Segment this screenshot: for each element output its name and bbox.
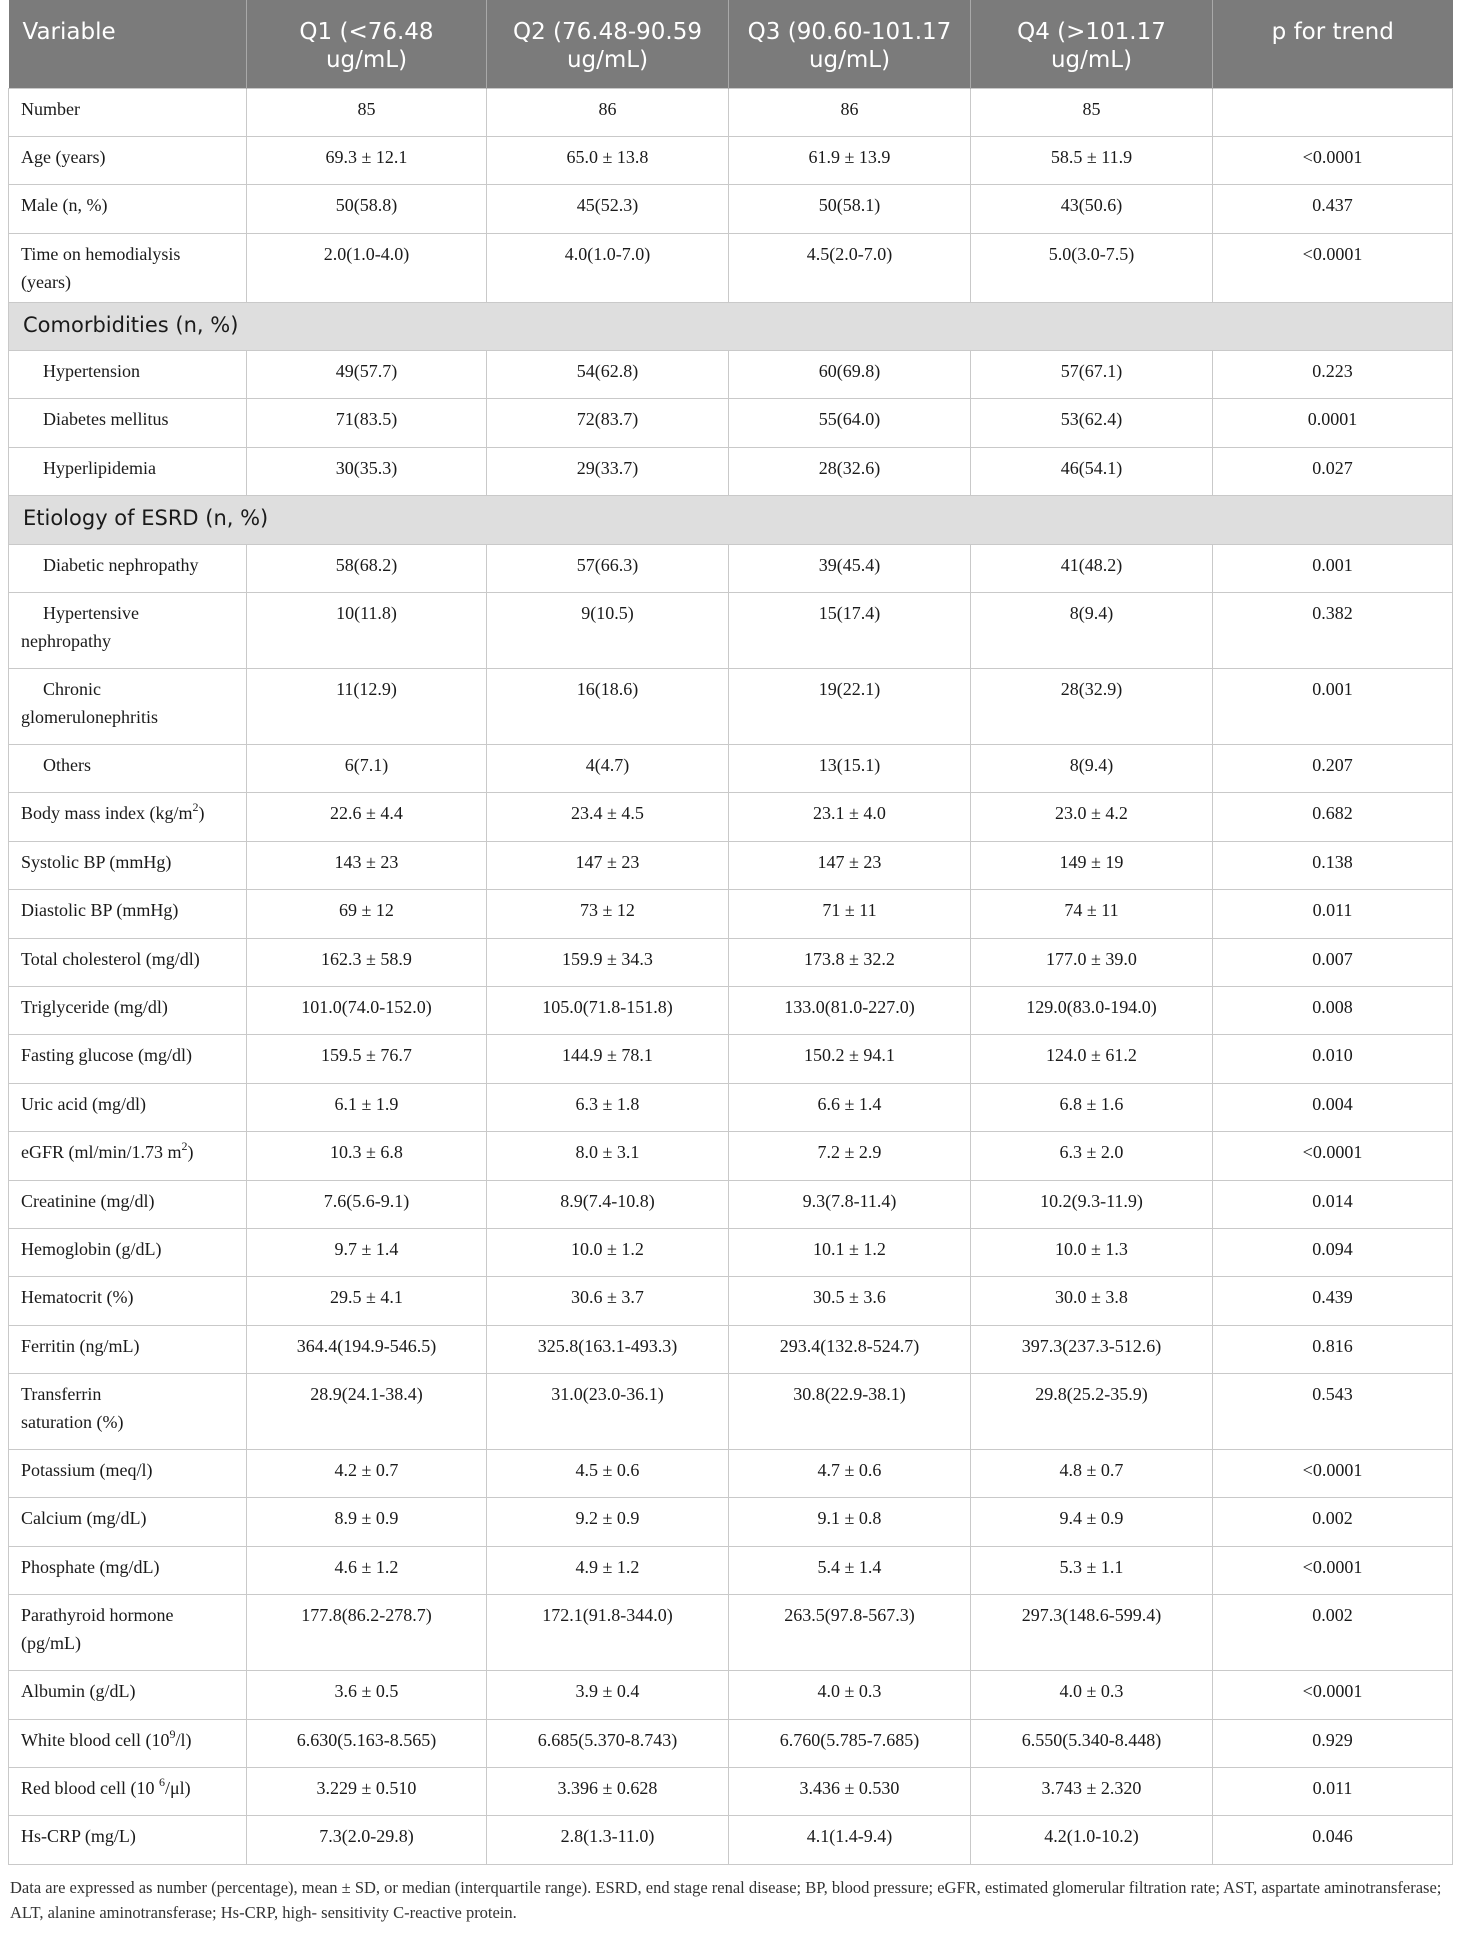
cell-p-value: 0.014	[1213, 1180, 1453, 1228]
baseline-characteristics-table	[8, 0, 1453, 1865]
row-label-suffix: /l)	[175, 1729, 192, 1750]
cell-q4: 6.3 ± 2.0	[971, 1132, 1213, 1180]
row-label-text: Creatinine (mg/dl)	[21, 1190, 155, 1211]
cell-q1: 159.5 ± 76.7	[247, 1035, 487, 1083]
cell-q1: 7.3(2.0-29.8)	[247, 1816, 487, 1864]
table-footnote: Data are expressed as number (percentage), mean ± SD, or median (interquartile range). ESRD, end stage renal disease; BP, blood pressure; eGFR, estimated glomerular filtration rate; AST, aspartate aminotransferase; ALT, alanine aminotransferase; Hs-CRP, high- sensitivity C-reactive protein.	[10, 1877, 1442, 1922]
cell-q2: 144.9 ± 78.1	[487, 1035, 729, 1083]
table-row	[9, 351, 1453, 399]
cell-q1: 10(11.8)	[247, 593, 487, 669]
row-label-text: Male (n, %)	[21, 195, 108, 216]
cell-q1: 2.0(1.0-4.0)	[247, 233, 487, 302]
row-label	[9, 1498, 247, 1546]
cell-q2: 86	[487, 88, 729, 136]
section-title: Etiology of ESRD (n, %)	[9, 496, 1453, 544]
cell-q4: 85	[971, 88, 1213, 136]
row-label-text: Diabetic nephropathy	[43, 554, 199, 575]
cell-q2: 73 ± 12	[487, 890, 729, 938]
table-row	[9, 1595, 1453, 1671]
cell-q2: 6.3 ± 1.8	[487, 1083, 729, 1131]
row-label-text: White blood cell (10	[21, 1729, 170, 1750]
row-label-line2: saturation (%)	[21, 1412, 124, 1433]
cell-q4: 6.8 ± 1.6	[971, 1083, 1213, 1131]
row-label-text: Triglyceride (mg/dl)	[21, 996, 168, 1017]
cell-q3: 60(69.8)	[729, 351, 971, 399]
row-label-suffix: /μl)	[164, 1778, 191, 1799]
cell-q1: 9.7 ± 1.4	[247, 1228, 487, 1276]
cell-p-value: <0.0001	[1213, 1671, 1453, 1719]
header-q2: Q2 (76.48-90.59 ug/mL)	[487, 0, 729, 88]
cell-q4: 9.4 ± 0.9	[971, 1498, 1213, 1546]
cell-q1: 22.6 ± 4.4	[247, 793, 487, 841]
table-row	[9, 986, 1453, 1034]
cell-q4: 149 ± 19	[971, 841, 1213, 889]
cell-p-value: 0.046	[1213, 1816, 1453, 1864]
cell-p-value: <0.0001	[1213, 1546, 1453, 1594]
table-row	[9, 544, 1453, 592]
row-label-line1: Chronic	[43, 679, 101, 700]
row-label	[9, 1595, 247, 1671]
row-label-text: Uric acid (mg/dl)	[21, 1093, 146, 1114]
row-label	[9, 351, 247, 399]
cell-q4: 10.2(9.3-11.9)	[971, 1180, 1213, 1228]
cell-q1: 364.4(194.9-546.5)	[247, 1325, 487, 1373]
cell-q4: 5.3 ± 1.1	[971, 1546, 1213, 1594]
cell-q1: 8.9 ± 0.9	[247, 1498, 487, 1546]
cell-q3: 293.4(132.8-524.7)	[729, 1325, 971, 1373]
cell-q4: 58.5 ± 11.9	[971, 136, 1213, 184]
table-body	[9, 88, 1453, 1864]
cell-q3: 10.1 ± 1.2	[729, 1228, 971, 1276]
row-label	[9, 1768, 247, 1816]
cell-q3: 9.1 ± 0.8	[729, 1498, 971, 1546]
cell-q4: 3.743 ± 2.320	[971, 1768, 1213, 1816]
cell-q2: 4.0(1.0-7.0)	[487, 233, 729, 302]
cell-q1: 30(35.3)	[247, 447, 487, 495]
cell-q3: 5.4 ± 1.4	[729, 1546, 971, 1594]
cell-q3: 4.5(2.0-7.0)	[729, 233, 971, 302]
row-label-text: Time on hemodialysis (years)	[21, 243, 181, 292]
cell-q3: 28(32.6)	[729, 447, 971, 495]
cell-q2: 172.1(91.8-344.0)	[487, 1595, 729, 1671]
table-row	[9, 1083, 1453, 1131]
header-q3: Q3 (90.60-101.17 ug/mL)	[729, 0, 971, 88]
cell-q2: 65.0 ± 13.8	[487, 136, 729, 184]
cell-q4: 4.8 ± 0.7	[971, 1450, 1213, 1498]
row-label-superscript: 2	[181, 1139, 188, 1154]
cell-p-value: 0.437	[1213, 185, 1453, 233]
row-label	[9, 1450, 247, 1498]
header-variable: Variable	[9, 0, 247, 88]
cell-q4: 41(48.2)	[971, 544, 1213, 592]
cell-q2: 8.9(7.4-10.8)	[487, 1180, 729, 1228]
row-label-text: Hemoglobin (g/dL)	[21, 1238, 162, 1259]
row-label-text: Albumin (g/dL)	[21, 1681, 136, 1702]
cell-p-value: 0.010	[1213, 1035, 1453, 1083]
cell-q3: 71 ± 11	[729, 890, 971, 938]
cell-q2: 2.8(1.3-11.0)	[487, 1816, 729, 1864]
row-label	[9, 1374, 247, 1450]
cell-q2: 57(66.3)	[487, 544, 729, 592]
cell-q2: 31.0(23.0-36.1)	[487, 1374, 729, 1450]
cell-p-value: 0.011	[1213, 890, 1453, 938]
cell-p-value: 0.007	[1213, 938, 1453, 986]
cell-q3: 263.5(97.8-567.3)	[729, 1595, 971, 1671]
cell-q3: 6.760(5.785-7.685)	[729, 1719, 971, 1767]
cell-q2: 30.6 ± 3.7	[487, 1277, 729, 1325]
row-label-text: Total cholesterol (mg/dl)	[21, 948, 200, 969]
cell-q4: 8(9.4)	[971, 745, 1213, 793]
row-label	[9, 1816, 247, 1864]
cell-q1: 4.2 ± 0.7	[247, 1450, 487, 1498]
row-label	[9, 793, 247, 841]
cell-q1: 4.6 ± 1.2	[247, 1546, 487, 1594]
cell-p-value: 0.002	[1213, 1595, 1453, 1671]
cell-q4: 43(50.6)	[971, 185, 1213, 233]
cell-q1: 162.3 ± 58.9	[247, 938, 487, 986]
cell-q3: 6.6 ± 1.4	[729, 1083, 971, 1131]
cell-q1: 6.630(5.163-8.565)	[247, 1719, 487, 1767]
table-row	[9, 399, 1453, 447]
row-label	[9, 841, 247, 889]
row-label-superscript: 2	[192, 800, 199, 815]
table-row	[9, 233, 1453, 302]
table-row	[9, 745, 1453, 793]
row-label	[9, 890, 247, 938]
cell-p-value: 0.0001	[1213, 399, 1453, 447]
cell-q3: 7.2 ± 2.9	[729, 1132, 971, 1180]
cell-p-value: 0.816	[1213, 1325, 1453, 1373]
cell-q4: 30.0 ± 3.8	[971, 1277, 1213, 1325]
cell-q2: 325.8(163.1-493.3)	[487, 1325, 729, 1373]
row-label	[9, 233, 247, 302]
table-row	[9, 1325, 1453, 1373]
cell-q3: 30.5 ± 3.6	[729, 1277, 971, 1325]
cell-q3: 15(17.4)	[729, 593, 971, 669]
row-label-line1: Hypertensive	[43, 603, 139, 624]
table-row	[9, 841, 1453, 889]
cell-q2: 6.685(5.370-8.743)	[487, 1719, 729, 1767]
cell-q1: 69 ± 12	[247, 890, 487, 938]
table-row	[9, 1816, 1453, 1864]
row-label-superscript: 6	[158, 1775, 165, 1790]
section-header-row	[9, 302, 1453, 350]
row-label-text: Hs-CRP (mg/L)	[21, 1826, 136, 1847]
table-row	[9, 1180, 1453, 1228]
header-q1: Q1 (<76.48 ug/mL)	[247, 0, 487, 88]
cell-q2: 4.9 ± 1.2	[487, 1546, 729, 1594]
row-label-text: Hematocrit (%)	[21, 1287, 134, 1308]
cell-q4: 74 ± 11	[971, 890, 1213, 938]
row-label-text: Systolic BP (mmHg)	[21, 851, 172, 872]
table-row	[9, 136, 1453, 184]
cell-q2: 23.4 ± 4.5	[487, 793, 729, 841]
cell-q3: 19(22.1)	[729, 669, 971, 745]
table-row	[9, 1450, 1453, 1498]
row-label	[9, 1083, 247, 1131]
cell-p-value: 0.138	[1213, 841, 1453, 889]
cell-p-value: <0.0001	[1213, 1450, 1453, 1498]
cell-q1: 177.8(86.2-278.7)	[247, 1595, 487, 1671]
row-label-text: Fasting glucose (mg/dl)	[21, 1045, 192, 1066]
cell-p-value: 0.008	[1213, 986, 1453, 1034]
table-row	[9, 890, 1453, 938]
cell-q2: 9.2 ± 0.9	[487, 1498, 729, 1546]
cell-p-value: 0.223	[1213, 351, 1453, 399]
row-label-line2: nephropathy	[21, 631, 111, 652]
cell-q2: 147 ± 23	[487, 841, 729, 889]
cell-q2: 72(83.7)	[487, 399, 729, 447]
cell-q4: 5.0(3.0-7.5)	[971, 233, 1213, 302]
cell-q2: 16(18.6)	[487, 669, 729, 745]
row-label-text: Diabetes mellitus	[43, 409, 169, 430]
cell-p-value: 0.004	[1213, 1083, 1453, 1131]
cell-q2: 3.9 ± 0.4	[487, 1671, 729, 1719]
table-row	[9, 1277, 1453, 1325]
table-row	[9, 593, 1453, 669]
row-label-line1: Transferrin	[21, 1384, 102, 1405]
cell-q4: 46(54.1)	[971, 447, 1213, 495]
baseline-characteristics-table-container	[8, 0, 1452, 1925]
row-label-line1: Parathyroid hormone	[21, 1605, 174, 1626]
cell-p-value: 0.439	[1213, 1277, 1453, 1325]
row-label-text: Age (years)	[21, 146, 106, 167]
row-label	[9, 1671, 247, 1719]
cell-q3: 9.3(7.8-11.4)	[729, 1180, 971, 1228]
cell-q4: 53(62.4)	[971, 399, 1213, 447]
cell-p-value: 0.682	[1213, 793, 1453, 841]
cell-p-value: 0.011	[1213, 1768, 1453, 1816]
cell-q1: 3.6 ± 0.5	[247, 1671, 487, 1719]
cell-q3: 61.9 ± 13.9	[729, 136, 971, 184]
table-row	[9, 185, 1453, 233]
cell-q1: 7.6(5.6-9.1)	[247, 1180, 487, 1228]
row-label	[9, 986, 247, 1034]
cell-q3: 30.8(22.9-38.1)	[729, 1374, 971, 1450]
row-label-text: Others	[43, 755, 91, 776]
cell-p-value	[1213, 88, 1453, 136]
cell-q1: 10.3 ± 6.8	[247, 1132, 487, 1180]
cell-q2: 9(10.5)	[487, 593, 729, 669]
row-label-text: Potassium (meq/l)	[21, 1460, 153, 1481]
cell-q4: 23.0 ± 4.2	[971, 793, 1213, 841]
row-label-text: Number	[21, 98, 80, 119]
cell-q2: 45(52.3)	[487, 185, 729, 233]
header-q4: Q4 (>101.17 ug/mL)	[971, 0, 1213, 88]
cell-q2: 4(4.7)	[487, 745, 729, 793]
cell-q3: 147 ± 23	[729, 841, 971, 889]
cell-q4: 4.0 ± 0.3	[971, 1671, 1213, 1719]
table-row	[9, 1671, 1453, 1719]
row-label	[9, 88, 247, 136]
cell-p-value: 0.207	[1213, 745, 1453, 793]
cell-q4: 397.3(237.3-512.6)	[971, 1325, 1213, 1373]
table-row	[9, 88, 1453, 136]
row-label-line2: (pg/mL)	[21, 1633, 81, 1654]
header-p-for-trend: p for trend	[1213, 0, 1453, 88]
cell-q3: 4.7 ± 0.6	[729, 1450, 971, 1498]
section-header-row	[9, 496, 1453, 544]
cell-p-value: 0.027	[1213, 447, 1453, 495]
cell-q3: 4.1(1.4-9.4)	[729, 1816, 971, 1864]
cell-q1: 6.1 ± 1.9	[247, 1083, 487, 1131]
cell-q1: 28.9(24.1-38.4)	[247, 1374, 487, 1450]
cell-q3: 86	[729, 88, 971, 136]
cell-q2: 4.5 ± 0.6	[487, 1450, 729, 1498]
cell-q2: 10.0 ± 1.2	[487, 1228, 729, 1276]
cell-q4: 4.2(1.0-10.2)	[971, 1816, 1213, 1864]
cell-q1: 3.229 ± 0.510	[247, 1768, 487, 1816]
cell-q2: 29(33.7)	[487, 447, 729, 495]
cell-q4: 10.0 ± 1.3	[971, 1228, 1213, 1276]
row-label	[9, 1325, 247, 1373]
cell-q1: 49(57.7)	[247, 351, 487, 399]
cell-q1: 29.5 ± 4.1	[247, 1277, 487, 1325]
cell-q4: 129.0(83.0-194.0)	[971, 986, 1213, 1034]
row-label-text: Hypertension	[43, 361, 140, 382]
cell-q1: 143 ± 23	[247, 841, 487, 889]
cell-p-value: 0.382	[1213, 593, 1453, 669]
row-label-superscript: 9	[169, 1726, 176, 1741]
cell-q1: 85	[247, 88, 487, 136]
cell-q1: 6(7.1)	[247, 745, 487, 793]
cell-q3: 133.0(81.0-227.0)	[729, 986, 971, 1034]
row-label	[9, 1546, 247, 1594]
row-label-text: Diastolic BP (mmHg)	[21, 900, 179, 921]
row-label	[9, 938, 247, 986]
cell-q1: 101.0(74.0-152.0)	[247, 986, 487, 1034]
cell-q1: 50(58.8)	[247, 185, 487, 233]
row-label-suffix: )	[198, 803, 205, 824]
cell-q4: 297.3(148.6-599.4)	[971, 1595, 1213, 1671]
cell-p-value: 0.929	[1213, 1719, 1453, 1767]
cell-q3: 55(64.0)	[729, 399, 971, 447]
row-label-text: Hyperlipidemia	[43, 457, 156, 478]
row-label-text: Body mass index (kg/m	[21, 803, 193, 824]
cell-q3: 50(58.1)	[729, 185, 971, 233]
row-label	[9, 669, 247, 745]
table-row	[9, 447, 1453, 495]
row-label	[9, 1719, 247, 1767]
cell-q3: 39(45.4)	[729, 544, 971, 592]
row-label	[9, 185, 247, 233]
row-label-text: Calcium (mg/dL)	[21, 1508, 147, 1529]
cell-q3: 150.2 ± 94.1	[729, 1035, 971, 1083]
table-row	[9, 1132, 1453, 1180]
cell-q2: 159.9 ± 34.3	[487, 938, 729, 986]
section-title: Comorbidities (n, %)	[9, 302, 1453, 350]
row-label	[9, 1180, 247, 1228]
row-label-line2: glomerulonephritis	[21, 707, 158, 728]
row-label-text: Ferritin (ng/mL)	[21, 1335, 140, 1356]
cell-q3: 173.8 ± 32.2	[729, 938, 971, 986]
table-row	[9, 1035, 1453, 1083]
table-row	[9, 1374, 1453, 1450]
cell-q3: 13(15.1)	[729, 745, 971, 793]
table-row	[9, 938, 1453, 986]
cell-q2: 8.0 ± 3.1	[487, 1132, 729, 1180]
table-row	[9, 1768, 1453, 1816]
cell-q3: 3.436 ± 0.530	[729, 1768, 971, 1816]
table-row	[9, 1719, 1453, 1767]
row-label	[9, 399, 247, 447]
row-label	[9, 593, 247, 669]
cell-q4: 57(67.1)	[971, 351, 1213, 399]
cell-q1: 69.3 ± 12.1	[247, 136, 487, 184]
row-label-text: eGFR (ml/min/1.73 m	[21, 1142, 182, 1163]
table-row	[9, 669, 1453, 745]
cell-q2: 105.0(71.8-151.8)	[487, 986, 729, 1034]
cell-p-value: 0.001	[1213, 669, 1453, 745]
table-row	[9, 793, 1453, 841]
cell-q2: 3.396 ± 0.628	[487, 1768, 729, 1816]
row-label	[9, 1277, 247, 1325]
cell-q4: 6.550(5.340-8.448)	[971, 1719, 1213, 1767]
table-row	[9, 1228, 1453, 1276]
cell-q4: 28(32.9)	[971, 669, 1213, 745]
row-label	[9, 136, 247, 184]
table-header-row	[9, 0, 1453, 88]
cell-p-value: <0.0001	[1213, 136, 1453, 184]
row-label	[9, 1228, 247, 1276]
cell-p-value: 0.094	[1213, 1228, 1453, 1276]
cell-q1: 11(12.9)	[247, 669, 487, 745]
row-label	[9, 447, 247, 495]
cell-q3: 4.0 ± 0.3	[729, 1671, 971, 1719]
cell-p-value: 0.001	[1213, 544, 1453, 592]
cell-p-value: <0.0001	[1213, 1132, 1453, 1180]
cell-q2: 54(62.8)	[487, 351, 729, 399]
row-label	[9, 1035, 247, 1083]
table-row	[9, 1498, 1453, 1546]
row-label	[9, 544, 247, 592]
cell-q4: 29.8(25.2-35.9)	[971, 1374, 1213, 1450]
cell-p-value: <0.0001	[1213, 233, 1453, 302]
cell-q4: 8(9.4)	[971, 593, 1213, 669]
table-row	[9, 1546, 1453, 1594]
cell-q4: 177.0 ± 39.0	[971, 938, 1213, 986]
row-label-suffix: )	[187, 1142, 194, 1163]
cell-q1: 71(83.5)	[247, 399, 487, 447]
row-label-text: Phosphate (mg/dL)	[21, 1556, 160, 1577]
row-label	[9, 1132, 247, 1180]
cell-p-value: 0.002	[1213, 1498, 1453, 1546]
cell-p-value: 0.543	[1213, 1374, 1453, 1450]
cell-q1: 58(68.2)	[247, 544, 487, 592]
row-label-text: Red blood cell (10	[21, 1778, 159, 1799]
cell-q4: 124.0 ± 61.2	[971, 1035, 1213, 1083]
row-label	[9, 745, 247, 793]
cell-q3: 23.1 ± 4.0	[729, 793, 971, 841]
